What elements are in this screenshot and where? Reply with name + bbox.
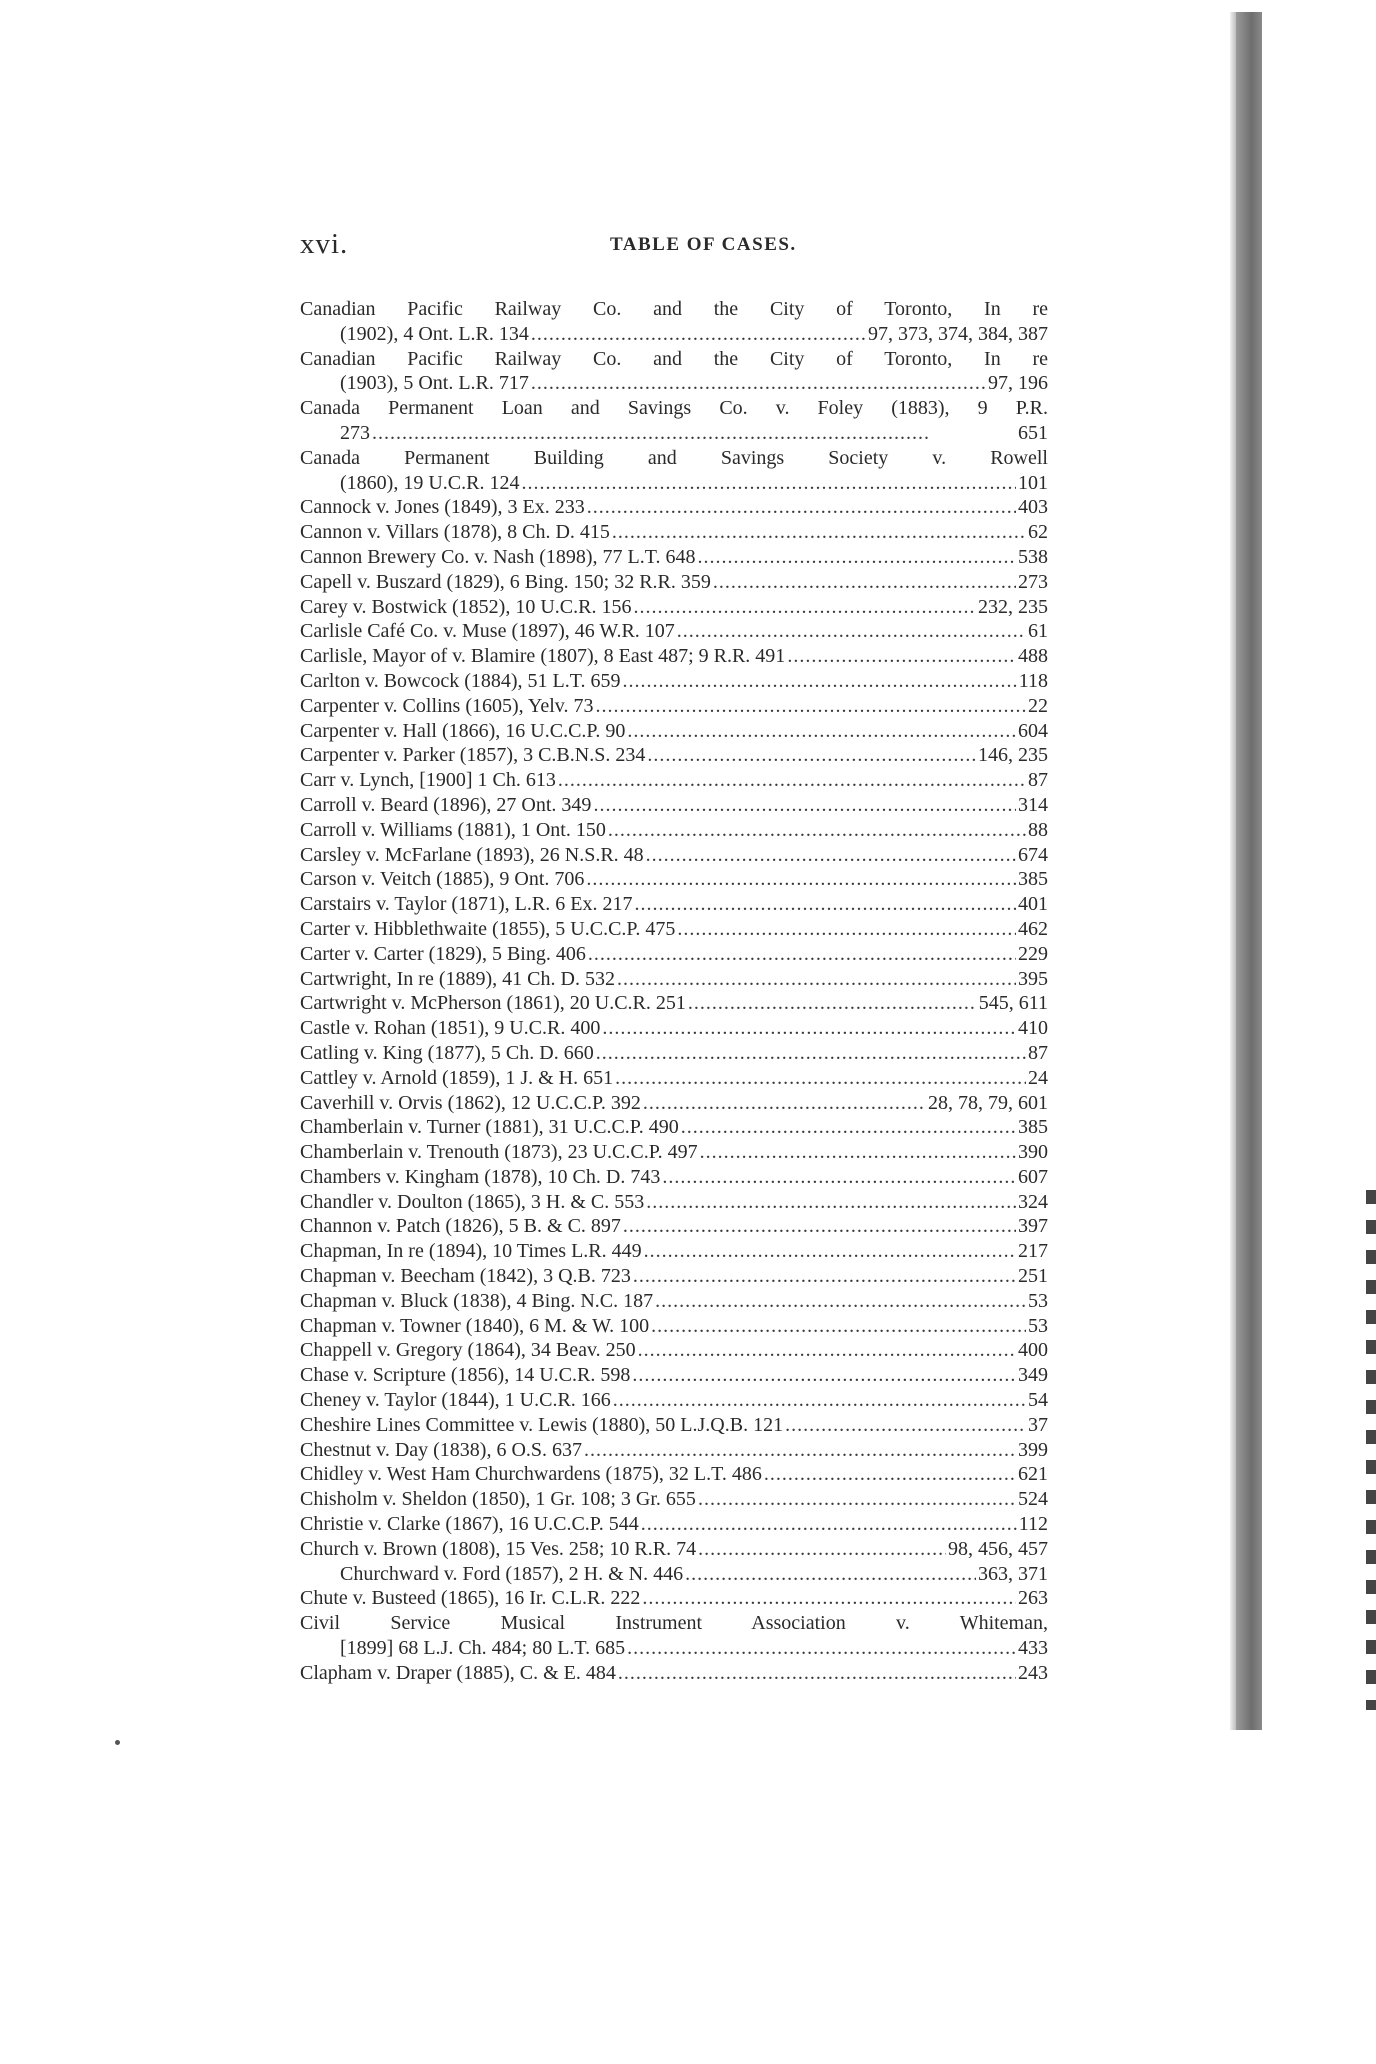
dot-leader [647,743,976,768]
page-reference: 314 [1018,793,1048,816]
case-entry [300,917,1048,942]
case-citation: Chute v. Busteed (1865), 16 Ir. C.L.R. 222 [300,1587,641,1610]
page-reference: 98, 456, 457 [948,1537,1048,1560]
case-line [300,421,1048,446]
case-line [300,396,1048,421]
case-citation: Chase v. Scripture (1856), 14 U.C.R. 598 [300,1364,631,1387]
page-reference: 488 [1018,645,1048,668]
page-reference: 349 [1018,1364,1048,1387]
case-entry [300,843,1048,868]
case-citation: Capell v. Buszard (1829), 6 Bing. 150; 32 R.R. 359 [300,570,711,593]
case-line [300,793,1048,818]
page-reference: 53 [1028,1289,1048,1312]
case-entry [300,743,1048,768]
case-entry [300,396,1048,446]
case-citation: Carsley v. McFarlane (1893), 26 N.S.R. 48 [300,843,644,866]
case-citation: [1899] 68 L.J. Ch. 484; 80 L.T. 685 [340,1637,626,1660]
case-line [300,1438,1048,1463]
case-citation: Civil Service Musical Instrument Association v. Whiteman, [300,1612,1048,1635]
case-entry [300,619,1048,644]
case-entry [300,1487,1048,1512]
dot-leader [655,1289,1026,1314]
dot-leader [685,1562,976,1587]
case-citation: Carlton v. Bowcock (1884), 51 L.T. 659 [300,669,621,692]
page-reference: 97, 196 [988,372,1048,395]
dot-leader [641,1512,1017,1537]
case-entry [300,644,1048,669]
case-citation: Carlisle, Mayor of v. Blamire (1807), 8 East 487; 9 R.R. 491 [300,645,786,668]
dot-leader [531,322,866,347]
case-citation: Chandler v. Doulton (1865), 3 H. & C. 553 [300,1190,645,1213]
case-entry [300,1462,1048,1487]
case-line [300,1611,1048,1636]
case-entry [300,1264,1048,1289]
book-page-edge [1236,12,1262,1730]
page-reference: 604 [1018,719,1048,742]
page-reference: 232, 235 [978,595,1048,618]
case-citation: Cheney v. Taylor (1844), 1 U.C.R. 166 [300,1389,611,1412]
case-line [300,967,1048,992]
case-citation: Chidley v. West Ham Churchwardens (1875), 32 L.T. 486 [300,1463,762,1486]
case-line [300,942,1048,967]
case-entry [300,1314,1048,1339]
dot-leader [632,1363,1016,1388]
case-line [300,1066,1048,1091]
case-line [300,867,1048,892]
dot-leader [688,991,977,1016]
dot-leader [612,520,1026,545]
case-line [300,595,1048,620]
page-reference: 146, 235 [978,744,1048,767]
page-reference: 101 [1018,471,1048,494]
case-entry [300,719,1048,744]
case-line [300,1363,1048,1388]
page-reference: 229 [1018,942,1048,965]
case-citation: Carr v. Lynch, [1900] 1 Ch. 613 [300,769,556,792]
case-citation: Canada Permanent Building and Savings Society v. Rowell [300,446,1048,469]
case-entry [300,347,1048,397]
dot-leader [642,1586,1016,1611]
case-line [300,520,1048,545]
case-line [300,1661,1048,1686]
case-line [300,446,1048,471]
dot-leader [617,967,1016,992]
dot-leader [596,694,1027,719]
dot-leader [558,768,1026,793]
page-folio: xvi. [300,228,349,260]
page-reference: 390 [1018,1141,1048,1164]
case-citation: Chapman v. Bluck (1838), 4 Bing. N.C. 187 [300,1289,654,1312]
case-citation: Chapman, In re (1894), 10 Times L.R. 449 [300,1240,642,1263]
dot-leader [633,595,976,620]
case-citation: Canadian Pacific Railway Co. and the City of Toronto, In re [300,298,1048,320]
case-line [300,1140,1048,1165]
case-entry [300,1562,1048,1587]
case-citation: Cannock v. Jones (1849), 3 Ex. 233 [300,496,585,519]
page-reference: 651 [1018,421,1048,444]
case-entry [300,1165,1048,1190]
page-reference: 395 [1018,967,1048,990]
case-citation: Carroll v. Williams (1881), 1 Ont. 150 [300,818,606,841]
case-citation: Carpenter v. Parker (1857), 3 C.B.N.S. 234 [300,744,646,767]
case-entry [300,694,1048,719]
dot-leader [623,669,1017,694]
page-reference: 22 [1028,694,1048,717]
page-reference: 538 [1018,545,1048,568]
case-citation: Cannon Brewery Co. v. Nash (1898), 77 L.T. 648 [300,545,696,568]
case-line [300,991,1048,1016]
dot-leader [588,942,1016,967]
case-entry [300,1661,1048,1686]
page-reference: 97, 373, 374, 384, 387 [868,322,1048,345]
dot-leader [764,1462,1016,1487]
page-reference: 607 [1018,1165,1048,1188]
case-line [300,347,1048,372]
page-reference: 61 [1028,620,1048,643]
case-line [300,495,1048,520]
case-citation: Cheshire Lines Committee v. Lewis (1880), 50 L.J.Q.B. 121 [300,1413,784,1436]
case-line [300,694,1048,719]
case-line [300,1091,1048,1116]
page-reference: 385 [1018,868,1048,891]
case-entry [300,1289,1048,1314]
dot-leader [586,867,1016,892]
dot-leader [593,793,1016,818]
case-entry [300,495,1048,520]
page-reference: 37 [1028,1413,1048,1436]
page-reference: 24 [1028,1066,1048,1089]
case-citation: Carstairs v. Taylor (1871), L.R. 6 Ex. 217 [300,893,633,916]
page-reference: 385 [1018,1116,1048,1139]
case-line [300,570,1048,595]
case-citation: Churchward v. Ford (1857), 2 H. & N. 446 [340,1562,684,1585]
case-entry [300,768,1048,793]
case-entry [300,1388,1048,1413]
dot-leader [584,1438,1016,1463]
case-line [300,471,1048,496]
case-line [300,1413,1048,1438]
case-line [300,892,1048,917]
page-reference: 88 [1028,818,1048,841]
page-header [300,228,1040,264]
page-reference: 263 [1018,1587,1048,1610]
case-entry [300,867,1048,892]
page-reference: 118 [1018,669,1048,692]
dot-leader [787,644,1016,669]
page-reference: 87 [1028,1041,1048,1064]
case-entry [300,1091,1048,1116]
page-reference: 433 [1018,1637,1048,1660]
case-citation: Carson v. Veitch (1885), 9 Ont. 706 [300,868,585,891]
case-entry [300,669,1048,694]
dot-leader [587,495,1016,520]
case-entry [300,793,1048,818]
page-reference: 621 [1018,1463,1048,1486]
case-entry [300,942,1048,967]
case-entry [300,1140,1048,1165]
case-citation: Cartwright, In re (1889), 41 Ch. D. 532 [300,967,615,990]
scan-margin-marks [1366,1190,1376,1710]
dot-leader [633,1264,1016,1289]
case-citation: Carter v. Carter (1829), 5 Bing. 406 [300,942,586,965]
case-entry [300,1512,1048,1537]
dot-leader [681,1115,1016,1140]
dot-leader [646,843,1016,868]
dot-leader [615,1066,1026,1091]
case-entry [300,520,1048,545]
dot-leader [646,1190,1016,1215]
case-line [300,1586,1048,1611]
case-entry [300,1115,1048,1140]
case-entry [300,1611,1048,1661]
case-line [300,371,1048,396]
case-line [300,917,1048,942]
case-citation: Catling v. King (1877), 5 Ch. D. 660 [300,1041,594,1064]
case-entry [300,570,1048,595]
case-citation: Channon v. Patch (1826), 5 B. & C. 897 [300,1215,621,1238]
case-entry [300,818,1048,843]
case-citation: (1903), 5 Ont. L.R. 717 [340,372,529,395]
page-reference: 410 [1018,1017,1048,1040]
case-entry [300,892,1048,917]
case-entry [300,991,1048,1016]
dot-leader [662,1165,1016,1190]
case-citation: Carroll v. Beard (1896), 27 Ont. 349 [300,793,592,816]
case-citation: Chambers v. Kingham (1878), 10 Ch. D. 743 [300,1165,661,1188]
page-reference: 399 [1018,1438,1048,1461]
case-citation: Clapham v. Draper (1885), C. & E. 484 [300,1661,616,1684]
case-citation: Chestnut v. Day (1838), 6 O.S. 637 [300,1438,583,1461]
case-citation: Cattley v. Arnold (1859), 1 J. & H. 651 [300,1066,614,1089]
case-line [300,768,1048,793]
case-line [300,644,1048,669]
dot-leader [785,1413,1026,1438]
case-citation: Castle v. Rohan (1851), 9 U.C.R. 400 [300,1017,601,1040]
case-entry [300,1214,1048,1239]
case-line [300,669,1048,694]
case-entry [300,545,1048,570]
case-entry [300,297,1048,347]
case-citation: Chappell v. Gregory (1864), 34 Beav. 250 [300,1339,636,1362]
case-entry [300,1338,1048,1363]
case-citation: Chamberlain v. Turner (1881), 31 U.C.C.P. 490 [300,1116,679,1139]
page-reference: 243 [1018,1661,1048,1684]
table-of-cases-list [300,297,1048,1686]
case-line [300,1338,1048,1363]
case-line [300,843,1048,868]
case-line [300,1115,1048,1140]
case-line [300,1214,1048,1239]
page-reference: 324 [1018,1190,1048,1213]
page-reference: 397 [1018,1215,1048,1238]
page-reference: 273 [1018,570,1048,593]
case-citation: Cartwright v. McPherson (1861), 20 U.C.R. 251 [300,992,686,1015]
page-reference: 53 [1028,1314,1048,1337]
case-citation: Carey v. Bostwick (1852), 10 U.C.R. 156 [300,595,632,618]
dot-leader [623,1214,1016,1239]
case-citation: 273 [340,421,370,444]
case-line [300,297,1048,322]
dot-leader [634,892,1016,917]
case-line [300,719,1048,744]
case-line [300,1289,1048,1314]
case-citation: Carter v. Hibblethwaite (1855), 5 U.C.C.P. 475 [300,917,676,940]
case-entry [300,1586,1048,1611]
case-line [300,818,1048,843]
case-line [300,322,1048,347]
case-citation: Chapman v. Towner (1840), 6 M. & W. 100 [300,1314,650,1337]
page-reference: 54 [1028,1389,1048,1412]
dot-leader [627,719,1016,744]
case-entry [300,967,1048,992]
dot-leader [677,619,1026,644]
case-entry [300,446,1048,496]
case-entry [300,1438,1048,1463]
dot-leader [372,421,1016,446]
case-citation: Christie v. Clarke (1867), 16 U.C.C.P. 544 [300,1513,639,1536]
dot-leader [651,1314,1026,1339]
case-line [300,1462,1048,1487]
case-line [300,1487,1048,1512]
dot-leader [698,1487,1016,1512]
page-reference: 251 [1018,1265,1048,1288]
case-citation: Caverhill v. Orvis (1862), 12 U.C.C.P. 392 [300,1091,641,1114]
page-reference: 403 [1018,496,1048,519]
case-line [300,1165,1048,1190]
dot-leader [618,1661,1016,1686]
dot-leader [602,1016,1016,1041]
page-reference: 28, 78, 79, 601 [928,1091,1048,1114]
case-entry [300,1537,1048,1562]
page-reference: 363, 371 [978,1562,1048,1585]
case-entry [300,1413,1048,1438]
case-entry [300,1239,1048,1264]
case-line [300,1239,1048,1264]
dot-leader [677,917,1016,942]
page-reference: 62 [1028,521,1048,544]
case-line [300,545,1048,570]
case-line [300,1388,1048,1413]
dot-leader [627,1636,1016,1661]
case-citation: (1902), 4 Ont. L.R. 134 [340,322,529,345]
page-reference: 87 [1028,769,1048,792]
case-line [300,1314,1048,1339]
page-reference: 400 [1018,1339,1048,1362]
case-line [300,1562,1048,1587]
case-citation: Church v. Brown (1808), 15 Ves. 258; 10 R.R. 74 [300,1537,697,1560]
case-citation: Chisholm v. Sheldon (1850), 1 Gr. 108; 3 Gr. 655 [300,1488,696,1511]
page-reference: 217 [1018,1240,1048,1263]
dot-leader [521,471,1016,496]
case-line [300,1016,1048,1041]
dot-leader [698,1537,946,1562]
dot-leader [638,1338,1016,1363]
case-entry [300,1363,1048,1388]
dot-leader [613,1388,1026,1413]
page-reference: 524 [1018,1488,1048,1511]
scan-speck [115,1740,120,1745]
case-entry [300,1041,1048,1066]
case-line [300,1041,1048,1066]
dot-leader [531,371,986,396]
case-citation: Canada Permanent Loan and Savings Co. v. Foley (1883), 9 P.R. [300,397,1048,420]
case-line [300,1264,1048,1289]
dot-leader [608,818,1026,843]
case-citation: Canadian Pacific Railway Co. and the City of Toronto, In re [300,347,1048,370]
case-citation: Chamberlain v. Trenouth (1873), 23 U.C.C.P. 497 [300,1141,698,1164]
case-citation: Chapman v. Beecham (1842), 3 Q.B. 723 [300,1265,631,1288]
dot-leader [700,1140,1016,1165]
dot-leader [713,570,1016,595]
case-entry [300,595,1048,620]
case-entry [300,1190,1048,1215]
page-reference: 545, 611 [978,992,1048,1015]
case-line [300,743,1048,768]
dot-leader [698,545,1017,570]
case-line [300,1512,1048,1537]
page-reference: 112 [1018,1513,1048,1536]
case-line [300,1537,1048,1562]
case-line [300,1636,1048,1661]
case-line [300,619,1048,644]
page-reference: 674 [1018,843,1048,866]
case-entry [300,1016,1048,1041]
page-reference: 462 [1018,917,1048,940]
dot-leader [644,1239,1016,1264]
running-head: TABLE OF CASES. [610,234,797,255]
case-citation: Carpenter v. Hall (1866), 16 U.C.C.P. 90 [300,719,626,742]
case-line [300,1190,1048,1215]
dot-leader [596,1041,1026,1066]
case-entry [300,1066,1048,1091]
case-citation: (1860), 19 U.C.R. 124 [340,471,520,494]
case-citation: Carlisle Café Co. v. Muse (1897), 46 W.R. 107 [300,620,675,643]
case-citation: Cannon v. Villars (1878), 8 Ch. D. 415 [300,521,610,544]
dot-leader [643,1091,926,1116]
case-citation: Carpenter v. Collins (1605), Yelv. 73 [300,694,594,717]
page-reference: 401 [1018,893,1048,916]
